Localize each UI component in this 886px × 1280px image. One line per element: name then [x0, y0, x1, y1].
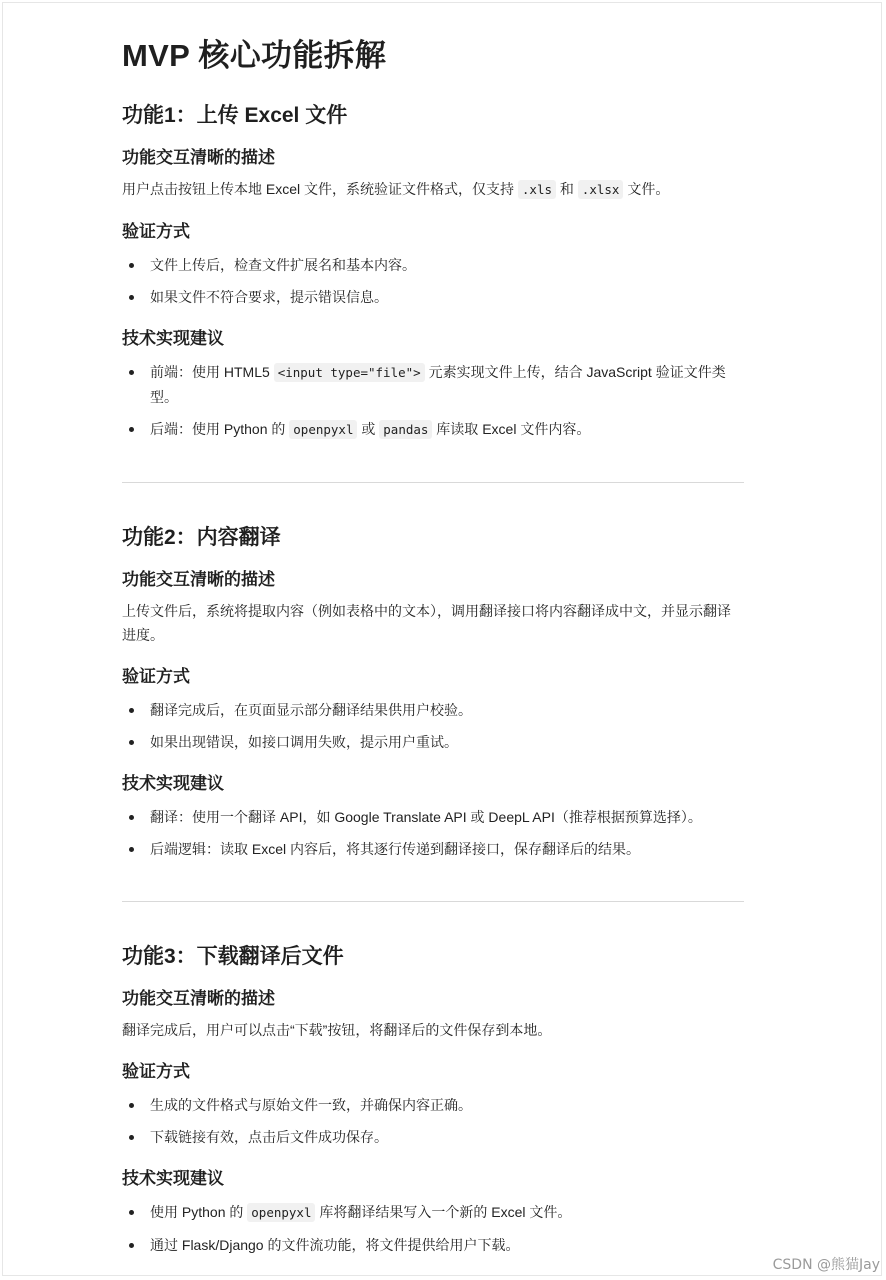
- list-item: 生成的文件格式与原始文件一致，并确保内容正确。: [122, 1093, 744, 1117]
- tech-list: [122, 1200, 744, 1257]
- section-heading: 功能1：上传 Excel 文件: [122, 104, 348, 127]
- text-fragment: 前端：使用 HTML5: [150, 364, 274, 380]
- text-fragment: 使用 Python 的: [150, 1204, 248, 1220]
- text-fragment: 后端：使用 Python 的: [150, 421, 290, 437]
- list-item: 文件上传后，检查文件扩展名和基本内容。: [122, 253, 744, 277]
- desc-text: 上传文件后，系统将提取内容（例如表格中的文本），调用翻译接口将内容翻译成中文，并显示翻译进度。: [122, 603, 731, 643]
- verify-heading: 验证方式: [122, 222, 190, 241]
- list-item: 下载链接有效，点击后文件成功保存。: [122, 1125, 744, 1149]
- list-item: 后端逻辑：读取 Excel 内容后，将其逐行传递到翻译接口，保存翻译后的结果。: [122, 837, 744, 861]
- section-heading: 功能2：内容翻译: [122, 526, 281, 549]
- code-openpyxl: openpyxl: [247, 1203, 315, 1222]
- divider: [122, 901, 744, 902]
- desc-text: 翻译完成后，用户可以点击“下载”按钮，将翻译后的文件保存到本地。: [122, 1022, 552, 1038]
- code-openpyxl: openpyxl: [289, 420, 357, 439]
- text-fragment: 库读取 Excel 文件内容。: [432, 421, 591, 437]
- verify-list: [122, 1093, 744, 1149]
- list-item: 如果文件不符合要求，提示错误信息。: [122, 285, 744, 309]
- tech-list: [122, 805, 744, 861]
- list-item: [122, 417, 744, 442]
- text-fragment: 用户点击按钮上传本地 Excel 文件，系统验证文件格式，仅支持: [122, 181, 518, 197]
- code-input-file: <input type="file">: [274, 363, 425, 382]
- text-fragment: 和: [556, 181, 578, 197]
- section-upload: [122, 101, 744, 442]
- code-xlsx: .xlsx: [578, 180, 624, 199]
- document: [122, 34, 744, 1257]
- desc-text: [122, 177, 744, 202]
- list-item: 通过 Flask/Django 的文件流功能，将文件提供给用户下载。: [122, 1233, 744, 1257]
- desc-heading: 功能交互清晰的描述: [122, 148, 275, 167]
- list-item: 翻译：使用一个翻译 API，如 Google Translate API 或 DeepL API（推荐根据预算选择）。: [122, 805, 744, 829]
- verify-list: [122, 253, 744, 309]
- page-title: MVP 核心功能拆解: [122, 38, 387, 73]
- tech-heading: 技术实现建议: [122, 329, 224, 348]
- list-item: 翻译完成后，在页面显示部分翻译结果供用户校验。: [122, 698, 744, 722]
- list-item: [122, 1200, 744, 1225]
- text-fragment: 文件。: [623, 181, 670, 197]
- text-fragment: 元素实现文件上传，结合 JavaScript 验证文件类型。: [150, 364, 726, 405]
- tech-heading: 技术实现建议: [122, 1169, 224, 1188]
- list-item: [122, 360, 744, 409]
- tech-heading: 技术实现建议: [122, 774, 224, 793]
- list-item: 如果出现错误，如接口调用失败，提示用户重试。: [122, 730, 744, 754]
- desc-heading: 功能交互清晰的描述: [122, 989, 275, 1008]
- section-heading: 功能3：下载翻译后文件: [122, 945, 344, 968]
- desc-heading: 功能交互清晰的描述: [122, 570, 275, 589]
- text-fragment: 或: [357, 421, 380, 437]
- code-xls: .xls: [518, 180, 556, 199]
- watermark: CSDN @熊猫Jay: [772, 1257, 880, 1273]
- verify-heading: 验证方式: [122, 1062, 190, 1081]
- tech-list: [122, 360, 744, 442]
- text-fragment: 库将翻译结果写入一个新的 Excel 文件。: [315, 1204, 572, 1220]
- divider: [122, 482, 744, 483]
- section-download: [122, 942, 744, 1257]
- verify-list: [122, 698, 744, 754]
- verify-heading: 验证方式: [122, 667, 190, 686]
- code-pandas: pandas: [379, 420, 432, 439]
- section-translate: [122, 523, 744, 861]
